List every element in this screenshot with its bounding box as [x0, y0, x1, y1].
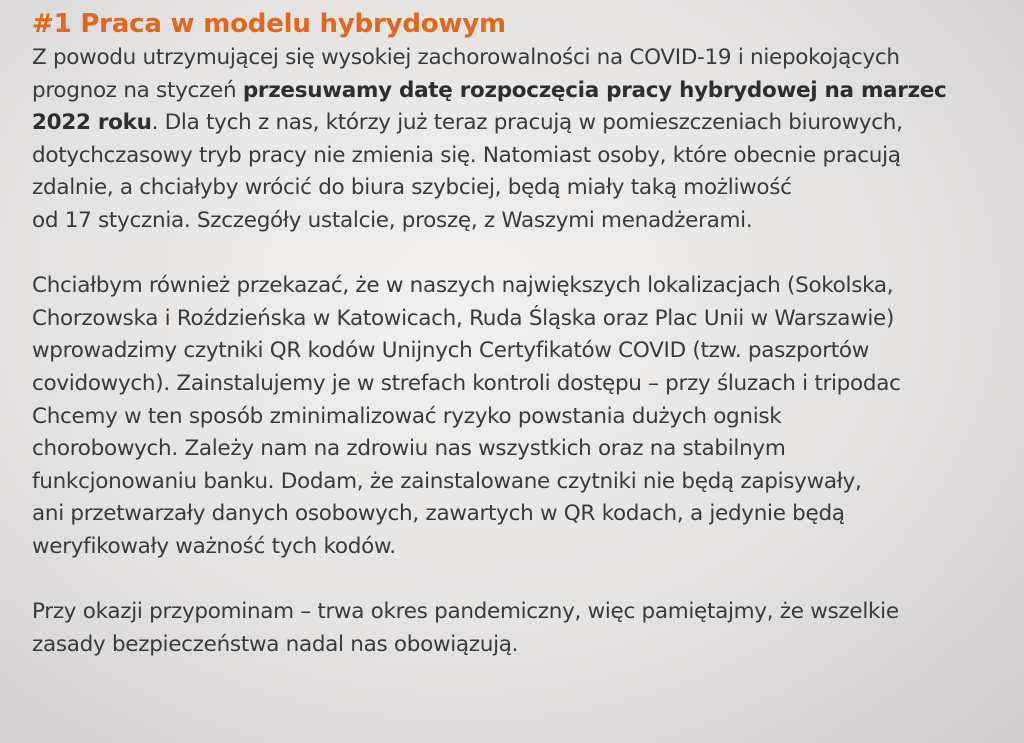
paragraph-1-line-4: dotychczasowy tryb pracy nie zmienia się. Natomiast osoby, które obecnie pracują — [32, 142, 901, 168]
paragraph-2 — [32, 270, 1024, 563]
paragraph-1-line-2-prefix: prognoz na styczeń — [32, 77, 243, 103]
paragraph-1-line-3-suffix: . Dla tych z nas, którzy już teraz pracują w pomieszczeniach biurowych, — [151, 110, 903, 136]
paragraph-1-line-3-bold: 2022 roku — [32, 110, 152, 136]
paragraph-2-line: chorobowych. Zależy nam na zdrowiu nas wszystkich oraz na stabilnym — [32, 436, 786, 462]
paragraph-3-line: Przy okazji przypominam – trwa okres pandemiczny, więc pamiętajmy, że wszelkie — [32, 599, 899, 625]
paragraph-2-line: Chcemy w ten sposób zminimalizować ryzyko powstania dużych ognisk — [32, 403, 782, 429]
paragraph-1-line-5: zdalnie, a chciałyby wrócić do biura szybciej, będą miały taką możliwość — [32, 175, 792, 201]
paragraph-3-line: zasady bezpieczeństwa nadal nas obowiązują. — [32, 631, 519, 657]
section-heading: #1 Praca w modelu hybrydowym — [32, 9, 506, 39]
paragraph-2-line: Chorzowska i Roździeńska w Katowicach, Ruda Śląska oraz Plac Unii w Warszawie) — [32, 305, 895, 331]
paragraph-gap — [32, 564, 1024, 597]
document-body — [32, 6, 1024, 661]
paragraph-1-line-3 — [32, 107, 1024, 140]
paragraph-gap — [32, 238, 1024, 271]
paragraph-2-line: wprowadzimy czytniki QR kodów Unijnych Certyfikatów COVID (tzw. paszportów — [32, 338, 870, 364]
paragraph-2-line: Chciałbym również przekazać, że w naszych największych lokalizacjach (Sokolska, — [32, 273, 894, 299]
paragraph-1-line-1: Z powodu utrzymującej się wysokiej zachorowalności na COVID-19 i niepokojących — [32, 45, 900, 70]
paragraph-2-line: covidowych). Zainstalujemy je w strefach kontroli dostępu – przy śluzach i tripodac — [32, 370, 901, 396]
paragraph-2-line: ani przetwarzały danych osobowych, zawartych w QR kodach, a jedynie będą — [32, 501, 845, 527]
paragraph-2-line: funkcjonowaniu banku. Dodam, że zainstalowane czytniki nie będą zapisywały, — [32, 468, 862, 494]
paragraph-1-line-2-bold: przesuwamy datę rozpoczęcia pracy hybrydowej na marzec — [242, 77, 947, 103]
paragraph-1-line-2 — [32, 75, 1024, 108]
paragraph-1-line-6: od 17 stycznia. Szczegóły ustalcie, proszę, z Waszymi menadżerami. — [32, 207, 753, 233]
paragraph-3 — [32, 596, 1024, 661]
paragraph-2-line: weryfikowały ważność tych kodów. — [32, 533, 396, 559]
paragraph-1 — [32, 42, 1024, 238]
